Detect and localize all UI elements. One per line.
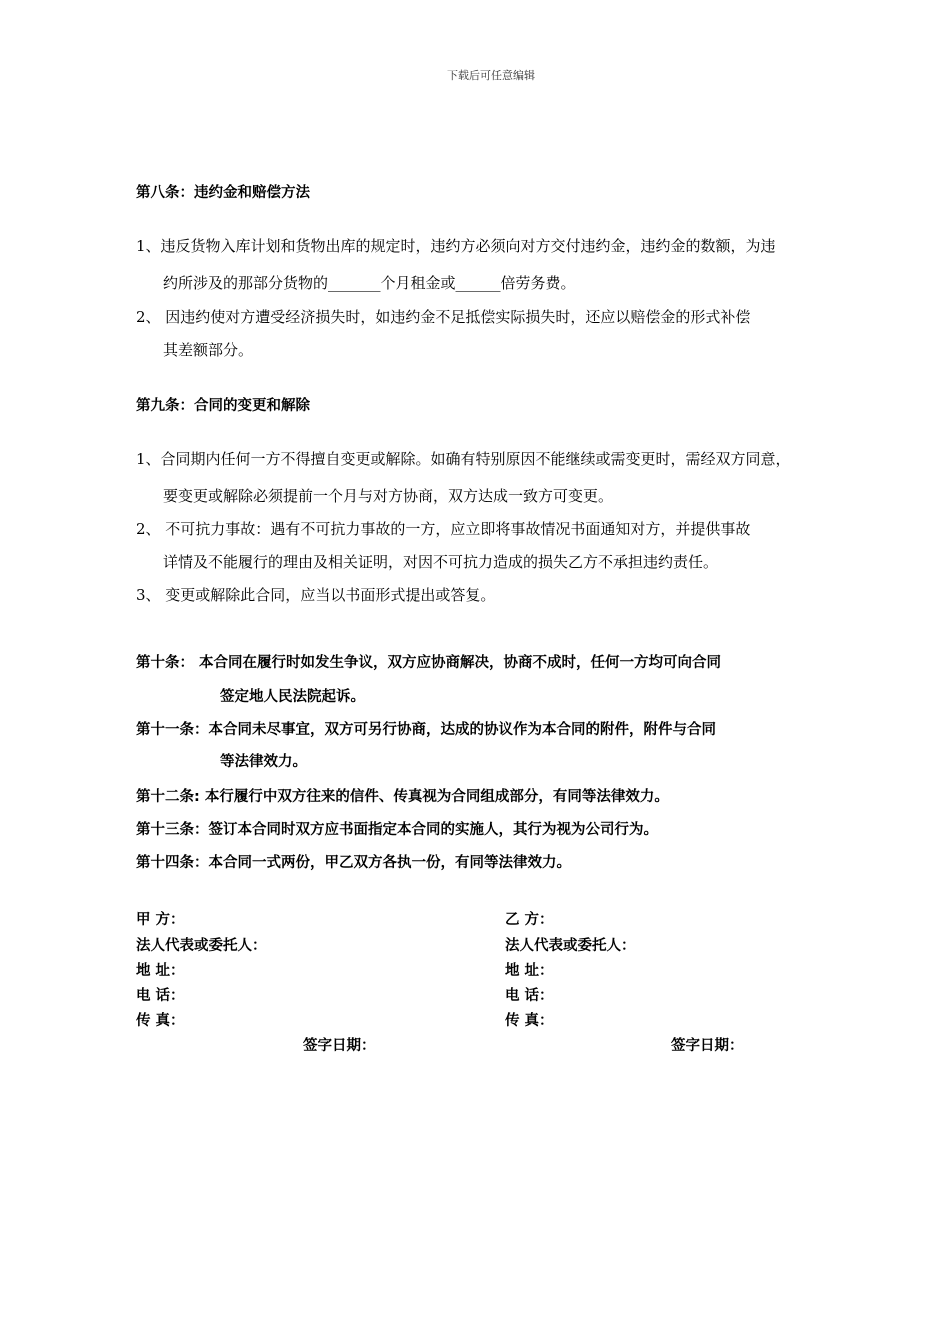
page-header-note: 下载后可任意编辑 xyxy=(447,69,535,82)
party-b-rep-label: 法人代表或委托人： xyxy=(505,938,636,954)
article-13: 第十三条：签订本合同时双方应书面指定本合同的实施人，其行为视为公司行为。 xyxy=(136,822,658,838)
clause-line: 2、 因违约使对方遭受经济损失时，如违约金不足抵偿实际损失时，还应以赔偿金的形式补偿 xyxy=(136,308,751,326)
party-a-fax-label: 传 真： xyxy=(136,1013,185,1029)
party-b-name-label: 乙 方： xyxy=(505,912,554,928)
party-a-sign-date-label: 签字日期： xyxy=(303,1038,376,1054)
clause-line: 2、 不可抗力事故：遇有不可抗力事故的一方，应立即将事故情况书面通知对方，并提供事故 xyxy=(136,520,751,538)
clause-line: 详情及不能履行的理由及相关证明，对因不可抗力造成的损失乙方不承担违约责任。 xyxy=(163,553,719,571)
clause-line: 1、合同期内任何一方不得擅自变更或解除。如确有特别原因不能继续或需变更时，需经双方同意， xyxy=(136,450,791,468)
clause-line: 3、 变更或解除此合同，应当以书面形式提出或答复。 xyxy=(136,586,496,604)
article-title: 第九条：合同的变更和解除 xyxy=(136,398,310,414)
clause-line: 第十条： 本合同在履行时如发生争议，双方应协商解决，协商不成时，任何一方均可向合同 xyxy=(136,655,722,671)
article-12: 第十二条: 本行履行中双方往来的信件、传真视为合同组成部分，有同等法律效力。 xyxy=(136,789,669,805)
clause-line: 1、违反货物入库计划和货物出库的规定时，违约方必须向对方交付违约金，违约金的数额，为违 xyxy=(136,237,776,255)
clause-line: 约所涉及的那部分货物的_______个月租金或______倍劳务费。 xyxy=(163,274,576,292)
party-b-sign-date-label: 签字日期： xyxy=(671,1038,744,1054)
party-b-address-label: 地 址： xyxy=(505,963,554,979)
clause-line: 第十一条：本合同未尽事宜，双方可另行协商，达成的协议作为本合同的附件，附件与合同 xyxy=(136,722,716,738)
clause-line: 等法律效力。 xyxy=(220,754,307,770)
clause-line: 其差额部分。 xyxy=(163,341,254,359)
party-b-phone-label: 电 话： xyxy=(505,988,554,1004)
party-a-phone-label: 电 话： xyxy=(136,988,185,1004)
article-14: 第十四条：本合同一式两份，甲乙双方各执一份，有同等法律效力。 xyxy=(136,855,571,871)
party-a-rep-label: 法人代表或委托人： xyxy=(136,938,267,954)
clause-line: 签定地人民法院起诉。 xyxy=(220,689,365,705)
party-b-fax-label: 传 真： xyxy=(505,1013,554,1029)
party-a-address-label: 地 址： xyxy=(136,963,185,979)
article-title: 第八条：违约金和赔偿方法 xyxy=(136,185,310,201)
party-a-name-label: 甲 方： xyxy=(136,912,185,928)
clause-line: 要变更或解除必须提前一个月与对方协商，双方达成一致方可变更。 xyxy=(163,487,614,505)
